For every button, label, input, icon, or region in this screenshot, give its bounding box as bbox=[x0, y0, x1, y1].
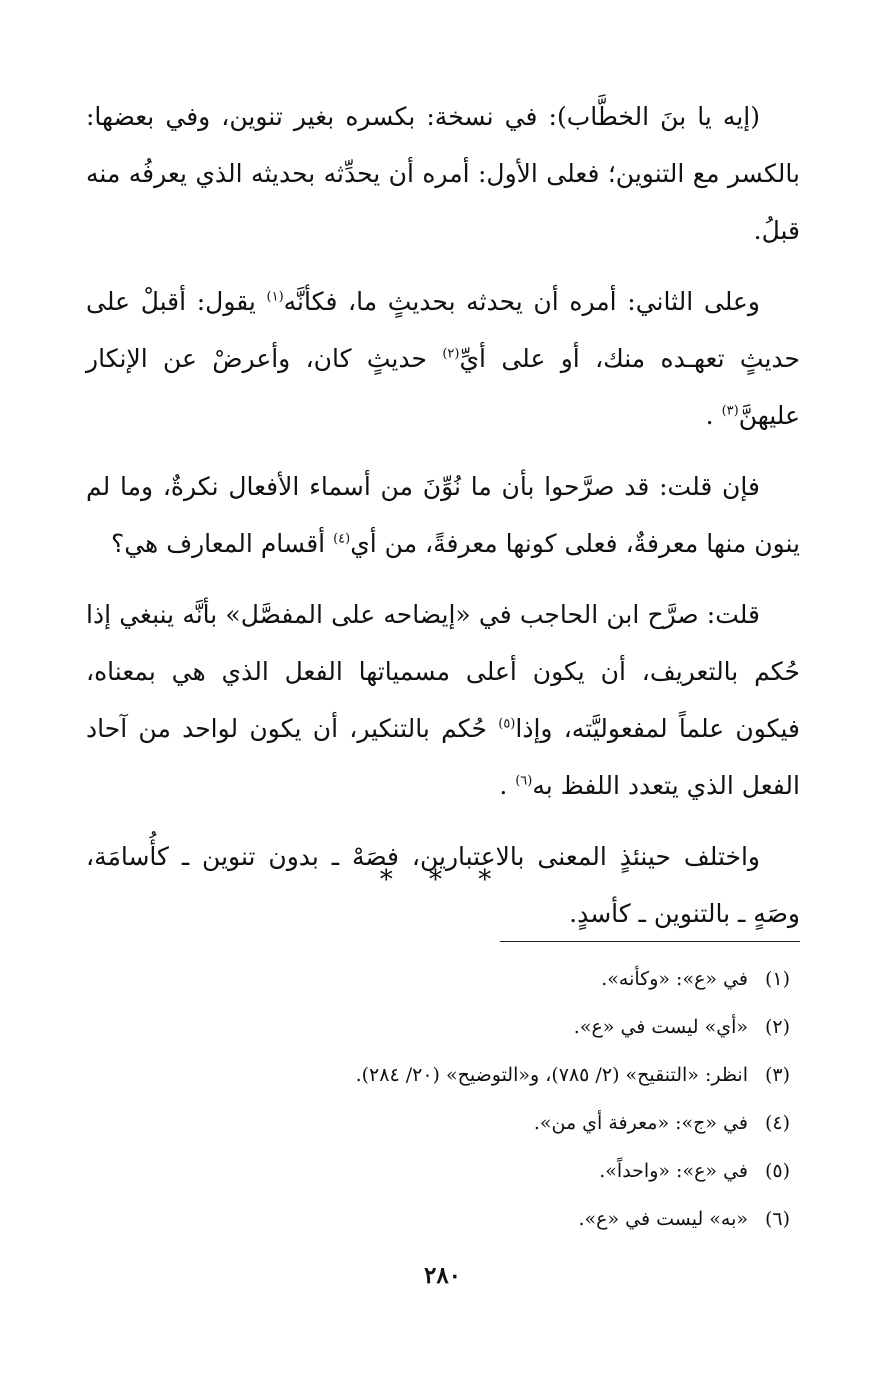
paragraph-text: فإن قلت: قد صرَّحوا بأن ما نُوِّنَ من أسماء الأفعال نكرةٌ، وما لم ينون منها معرفةٌ، فعلى كونها معرفةً، من أي bbox=[86, 472, 800, 558]
footnote-reference: (٢) bbox=[442, 346, 460, 362]
paragraph-text: . bbox=[499, 771, 516, 800]
footnote-text: في «ع»: «واحداً». bbox=[599, 1160, 748, 1182]
footnote-text: «أي» ليست في «ع». bbox=[573, 1016, 748, 1038]
paragraph-text: حُكم بالتنكير، أن يكون لواحد من آحاد الفعل الذي يتعدد اللفظ به bbox=[86, 714, 800, 800]
footnote-text: انظر: «التنقيح» (٢/ ٧٨٥)، و«التوضيح» (٢٠/ ٢٨٤). bbox=[355, 1064, 748, 1086]
paragraph-text: . bbox=[705, 401, 722, 430]
footnote-number: (١) bbox=[764, 968, 790, 990]
footnote-text: «به» ليست في «ع». bbox=[578, 1208, 748, 1230]
footnote-item bbox=[86, 955, 800, 1003]
paragraph bbox=[86, 458, 800, 572]
footnote-reference: (٦) bbox=[515, 773, 533, 789]
page-number: ٢٨٠ bbox=[423, 1262, 462, 1289]
footnote-number: (٦) bbox=[764, 1208, 790, 1230]
footnote-reference: (٤) bbox=[333, 531, 351, 547]
paragraph bbox=[86, 88, 800, 259]
footnote-number: (٢) bbox=[764, 1016, 790, 1038]
footnote-item bbox=[86, 1099, 800, 1147]
paragraph-text: وعلى الثاني: أمره أن يحدثه بحديثٍ ما، فكأنَّه bbox=[283, 287, 761, 316]
footnote-reference: (١) bbox=[266, 289, 284, 305]
footnotes-list bbox=[86, 955, 800, 1243]
footnote-divider bbox=[500, 941, 800, 942]
paragraph-text: أقسام المعارف هي؟ bbox=[110, 529, 334, 558]
footnote-number: (٤) bbox=[764, 1112, 790, 1134]
footnote-number: (٥) bbox=[764, 1160, 790, 1182]
footnote-text: في «ع»: «وكأنه». bbox=[601, 968, 748, 990]
paragraph bbox=[86, 586, 800, 814]
footnote-reference: (٥) bbox=[498, 716, 516, 732]
footnote-item bbox=[86, 1147, 800, 1195]
footnote-item bbox=[86, 1195, 800, 1243]
paragraph-text: قلت: صرَّح ابن الحاجب في «إيضاحه على المفصَّل» بأنَّه ينبغي إذا حُكم بالتعريف، أن يكون أعلى مسمياتها الفعل الذي هي بمعناه، فيكون علماً لمفعوليَّته، وإذا bbox=[86, 600, 800, 743]
footnote-text: في «ج»: «معرفة أي من». bbox=[533, 1112, 748, 1134]
paragraph-text: (إيه يا بنَ الخطَّاب): في نسخة: بكسره بغير تنوين، وفي بعضها: بالكسر مع التنوين؛ فعلى الأول: أمره أن يحدِّثه بحديثه الذي يعرفُه منه قبلُ. bbox=[86, 102, 800, 245]
footnote-item bbox=[86, 1051, 800, 1099]
paragraph-text: يقول: أقبلْ على حديثٍ تعهـده منك، أو على أيِّ bbox=[86, 287, 801, 373]
footnote-reference: (٣) bbox=[721, 403, 739, 419]
footnote-item bbox=[86, 1003, 800, 1051]
main-text bbox=[86, 88, 800, 956]
paragraph-text: حديثٍ كان، وأعرضْ عن الإنكار عليهنَّ bbox=[86, 344, 800, 430]
paragraph bbox=[86, 273, 800, 444]
section-separator: * * * bbox=[379, 865, 506, 895]
footnote-number: (٣) bbox=[764, 1064, 790, 1086]
paragraph-text: واختلف حينئذٍ المعنى بالاعتبارين، فصَهْ ـ بدون تنوين ـ كأُسامَة، وصَهٍ ـ بالتنوين ـ كأسدٍ. bbox=[86, 842, 800, 928]
